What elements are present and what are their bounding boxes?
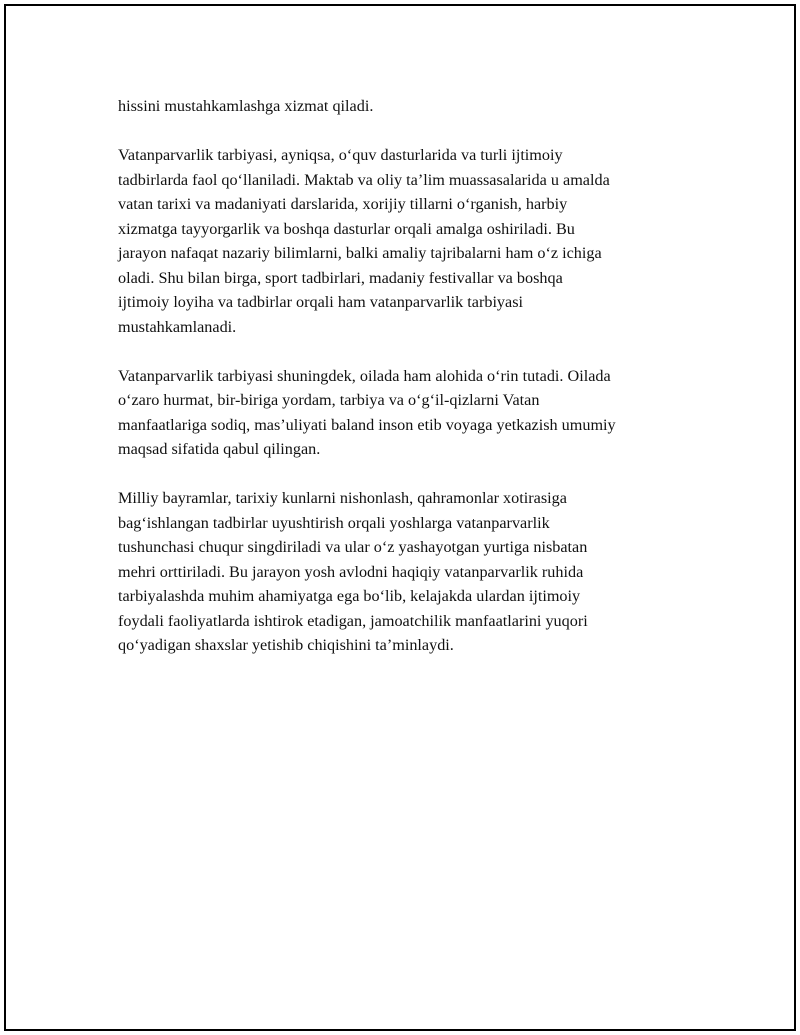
text-line: maqsad sifatida qabul qilingan. (118, 440, 321, 458)
text-line: manfaatlariga sodiq, mas’uliyati baland inson etib voyaga yetkazish umumiy (118, 415, 616, 434)
text-line: tadbirlarda faol qo‘llaniladi. Maktab va oliy ta’lim muassasalarida u amalda (118, 170, 610, 189)
text-line: tushunchasi chuqur singdiriladi va ular o‘z yashayotgan yurtiga nisbatan (118, 538, 588, 556)
paragraph-3 (118, 364, 698, 462)
text-line: jarayon nafaqat nazariy bilimlarni, balki amaliy tajribalarni ham o‘z ichiga (118, 244, 602, 262)
text-line: foydali faoliyatlarda ishtirok etadigan, jamoatchilik manfaatlarini yuqori (118, 611, 588, 630)
text-line: mehri orttiriladi. Bu jarayon yosh avlodni haqiqiy vatanparvarlik ruhida (118, 562, 584, 581)
text-line: o‘zaro hurmat, bir-biriga yordam, tarbiya va o‘g‘il-qizlarni Vatan (118, 391, 540, 409)
text-line: Milliy bayramlar, tarixiy kunlarni nishonlash, qahramonlar xotirasiga (118, 489, 567, 507)
paragraph-2 (118, 143, 698, 339)
text-line: vatan tarixi va madaniyati darslarida, xorijiy tillarni o‘rganish, harbiy (118, 195, 568, 213)
text-line: mustahkamlanadi. (118, 317, 237, 336)
text-line: Vatanparvarlik tarbiyasi shuningdek, oilada ham alohida o‘rin tutadi. Oilada (118, 366, 611, 385)
document-page (4, 4, 796, 1031)
document-body (118, 94, 698, 682)
paragraph-4 (118, 486, 698, 658)
text-line: hissini mustahkamlashga xizmat qiladi. (118, 97, 374, 115)
text-line: bag‘ishlangan tadbirlar uyushtirish orqali yoshlarga vatanparvarlik (118, 513, 550, 532)
text-line: xizmatga tayyorgarlik va boshqa dasturlar orqali amalga oshiriladi. Bu (118, 219, 575, 238)
paragraph-1 (118, 94, 698, 119)
text-line: Vatanparvarlik tarbiyasi, ayniqsa, o‘quv dasturlarida va turli ijtimoiy (118, 146, 563, 164)
text-line: oladi. Shu bilan birga, sport tadbirlari, madaniy festivallar va boshqa (118, 268, 563, 287)
text-line: tarbiyalashda muhim ahamiyatga ega bo‘lib, kelajakda ulardan ijtimoiy (118, 587, 581, 605)
text-line: qo‘yadigan shaxslar yetishib chiqishini ta’minlaydi. (118, 636, 454, 654)
text-line: ijtimoiy loyiha va tadbirlar orqali ham vatanparvarlik tarbiyasi (118, 293, 524, 311)
